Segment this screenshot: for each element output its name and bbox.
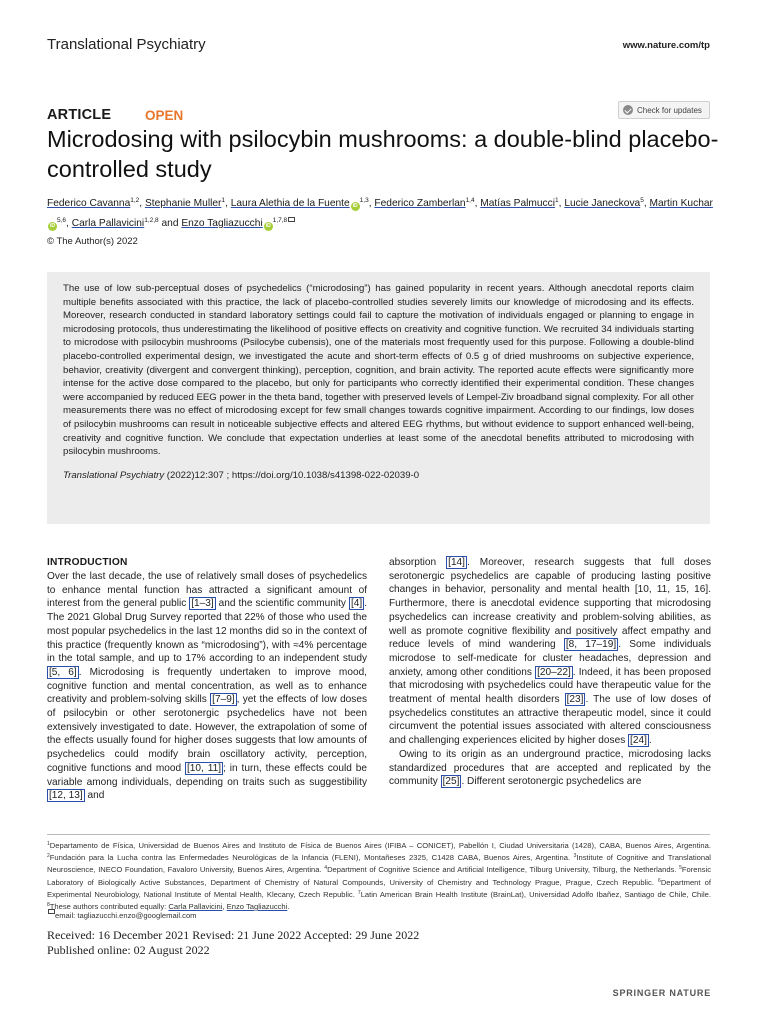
reference-link[interactable]: [8, 17–19] (565, 639, 617, 651)
author-affiliation-marker: 1 (555, 197, 559, 204)
copyright-notice: © The Author(s) 2022 (47, 236, 138, 247)
author-name-link[interactable]: Matías Palmucci (480, 198, 556, 209)
author-affiliation-marker: 1,3 (359, 197, 369, 204)
reference-link[interactable]: [7–9] (212, 694, 235, 706)
author-affiliation-marker: 5 (640, 197, 644, 204)
affiliation-number: 5 (679, 865, 682, 872)
received-revised-accepted: Received: 16 December 2021 Revised: 21 June 2022 Accepted: 29 June 2022 (47, 928, 420, 942)
check-for-updates-button[interactable] (618, 101, 710, 119)
mail-icon (48, 909, 55, 914)
check-updates-label: Check for updates (637, 105, 702, 115)
orcid-icon[interactable]: iD (50, 223, 55, 229)
author-name-link[interactable]: Stephanie Muller (144, 198, 222, 209)
introduction-heading: INTRODUCTION (47, 557, 128, 568)
paper-title: Microdosing with psilocybin mushrooms: a double-blind placebo-controlled study (47, 126, 719, 182)
affiliation-text: Forensic Laboratory of Biologically Active Substances, Department of Chemistry of Natural Compounds, University of Chemistry and Technology Prague, Prague, Czech Republic. (47, 865, 712, 887)
affiliation-text: Institute of Cognitive and Translational Neuroscience, INECO Foundation, Favaloro University, Buenos Aires, Argentina. (47, 853, 711, 875)
open-access-label: OPEN (145, 108, 184, 123)
affiliation-text: Department of Cognitive Science and Artificial Intelligence, Tilburg University, Tilburg, the Netherlands. (327, 865, 680, 875)
author-affiliation-marker: 5,6 (57, 217, 67, 224)
affiliation-number: 3 (573, 853, 577, 860)
author-name-link[interactable]: Federico Cavanna (47, 198, 131, 209)
email-text[interactable]: email: tagliazucchi.enzo@googlemail.com (55, 911, 197, 920)
introduction-paragraph: Owing to its origin as an underground practice, microdosing lacks standardized procedures that are accepted and replicated by the community [25] . Different serotonergic psychedelics are (389, 748, 711, 788)
footnote-divider (47, 834, 710, 835)
mail-icon[interactable] (288, 217, 295, 222)
author-name-link[interactable]: Lucie Janeckova (564, 198, 641, 209)
introduction-column-left: Over the last decade, the use of relatively small doses of psychedelics to enhance mental function has attracted a significant amount of interest from the general public [1–3] and the scientific community [4] . The 2021 Global Drug Survey reported that 22% of those who used the most popular psychedelics in the last 12 months did so in the context of this practice (frequently known as “microdosing”), with ≈4% percentage in the total sample, and up to 17% according to an independent study [5, 6] . Microdosing is frequently undertaken to improve mood, cognitive function and mental concentration, as well as to enhance creativity and problem-solving skills [7–9] , yet the effects of low doses of psilocybin or other serotonergic psychedelics have not been extensively investigated to date. However, the extrapolation of some of the effects usually found for higher doses suggests that low amounts of psychedelics could modify brain oscillatory activity, perception, cognitive functions and mood [10, 11] ; in turn, these effects could be variable among individuals, depending on traits such as suggestibility [12, 13] and (47, 571, 368, 802)
author-affiliation-marker: 1 (221, 197, 226, 204)
abstract-box (47, 272, 710, 524)
publication-dates (47, 928, 419, 958)
reference-link[interactable]: [23] (566, 694, 584, 706)
author-name-link[interactable]: Federico Zamberlan (374, 198, 466, 209)
journal-url-link[interactable]: www.nature.com/tp (622, 40, 710, 51)
abstract-text: The use of low sub-perceptual doses of psychedelics (“microdosing”) has gained popularity in recent years. Although anecdotal reports claim multiple benefits associated with this practice, the lack of placebo-controlled studies severely limits our knowledge of microdosing and its effects. Moreover, research conducted in standard laboratory settings could fail to capture the motivation of individuals engaged or planning to engage in microdosing protocols, thus underestimating the likelihood of positive effects on creativity and cognitive function. We recruited 34 individuals starting to microdose with psilocybin mushrooms (Psilocybe cubensis), one of the materials most frequently used for this purpose. Following a double-blind placebo-controlled experimental design, we investigated the acute and short-term effects of 0.5 g of dried mushrooms on subjective experience, behavior, creativity (divergent and convergent thinking), perception, cognition, and brain activity. The reported acute effects were significantly more intense for the active dose compared to the placebo, but only for participants who correctly identified their experimental condition. These changes were accompanied by reduced EEG power in the theta band, together with preserved levels of Lempel-Ziv broadband signal complexity. For all other measurements there was no effect of microdosing except for few small changes towards cognitive impairment. According to our findings, low doses of psilocybin mushrooms can result in noticeable subjective effects and altered EEG rhythms, but without evidence to support enhanced well-being, creativity and cognitive function. We conclude that expectation underlies at least some of the anecdotal benefits attributed to microdosing with psilocybin mushrooms. (63, 283, 694, 458)
introduction-column-right (389, 556, 711, 789)
citation-journal: Translational Psychiatry (63, 469, 165, 481)
citation-doi-link[interactable]: (2022)12:307 ; https://doi.org/10.1038/s41398-022-02039-0 (164, 469, 420, 481)
affiliation-number: 1 (47, 841, 50, 847)
author-name-link[interactable]: Laura Alethia de la Fuente (230, 198, 350, 209)
reference-link[interactable]: [4] (350, 598, 363, 610)
affiliation-number: 4 (324, 865, 328, 872)
author-list: Federico Cavanna$^{1,2}$, Stephanie Muller$^1$, Laura Alethia de la Fuente iD$^{1,3}$, Federico Zamberlan$^{1,4}$, Matías Palmucci$^1$, Lucie Janeckova$^5$, Martin KuchariD$^{5,6}$, Carla Pallavicini$^{1,2,8}$ and Enzo Tagliazucchi iD$^{1,7,8}$ (47, 197, 713, 229)
introduction-paragraph: absorption [14] . Moreover, research suggests that full doses serotonergic psychedelics are capable of producing lasting positive changes in behavior, personality and mental health [10, 11, 15, 16]. Furthermore, there is anecdotal evidence supporting that microdosing psychedelics can increase creativity and problem-solving abilities, as well as promote cognitive flexibility and positively affect empathy and reduce levels of mind wandering [8, 17–19] . Some individuals microdose to self-medicate for cluster headaches, depression and anxiety, among other conditions [20–22] . Indeed, it has been proposed that microdosing with psychedelics could have therapeutic value for the treatment of mental health disorders [23] . The use of low doses of psychedelics constitutes an attractive therapeutic model, since it could circumvent the potential issues associated with altered consciousness and challenging experiences elicited by higher doses [24] . (389, 557, 712, 747)
orcid-icon[interactable]: iD (265, 223, 271, 229)
correspondence-email[interactable] (47, 909, 197, 920)
affiliation-text: Latin American Brain Health Institute (BrainLat), Universidad Adolfo Ibañez, Santiago de Chile, Chile. (360, 889, 711, 899)
reference-link[interactable]: [25] (442, 776, 460, 788)
author-name-link[interactable]: Martin Kuchar (649, 198, 713, 209)
author-name-link[interactable]: Carla Pallavicini (71, 218, 145, 229)
affiliation-text: These authors contributed equally: (49, 902, 169, 912)
affiliation-text: Departamento de Física, Universidad de Buenos Aires and Instituto de Física de Buenos Aires (IFIBA – CONICET), Pabellón I, Ciudad Universitaria (1428), CABA, Buenos Aires, Argentina. (49, 841, 711, 850)
abstract-citation (63, 470, 694, 481)
journal-name: Translational Psychiatry (47, 36, 206, 53)
publisher-logo: SPRINGER NATURE (612, 988, 711, 998)
equal-contribution-author-link[interactable]: Enzo Tagliazucchi (226, 902, 288, 912)
reference-link[interactable]: [14] (448, 557, 465, 568)
published-online: Published online: 02 August 2022 (47, 943, 210, 957)
reference-link[interactable]: [12, 13] (49, 790, 83, 802)
affiliation-number: 6 (658, 877, 661, 884)
affiliation-text: Department of Experimental Neurobiology, National Institute of Mental Health, Klecany, Czech Republic. (47, 877, 711, 899)
equal-contribution-author-link[interactable]: Carla Pallavicini (168, 902, 223, 912)
orcid-icon[interactable]: iD (352, 203, 358, 209)
author-name-link[interactable]: Enzo Tagliazucchi (181, 218, 263, 229)
author-affiliation-marker: 1,7,8 (272, 217, 288, 224)
author-affiliation-marker: 1,2 (130, 197, 140, 204)
check-updates-icon (623, 105, 633, 115)
reference-link[interactable]: [5, 6] (49, 666, 77, 678)
affiliation-number: 2 (47, 853, 50, 860)
article-type-label: ARTICLE (47, 107, 112, 123)
reference-link[interactable]: [24] (630, 735, 647, 747)
affiliations: $^1$Departamento de Física, Universidad de Buenos Aires and Instituto de Física de Buenos Aires (IFIBA – CONICET), Pabellón I, Ciudad Universitaria (1428), CABA, Buenos Aires, Argentina. $^2$Fundación para la Lucha contra las Enfermedades Neurológicas de la Infancia (FLENI), Montañeses 2325, C1428 CABA, Buenos Aires, Argentina. $^3$Institute of Cognitive and Translational Neuroscience, INECO Foundation, Favaloro University, Buenos Aires, Argentina. $^4$Department of Cognitive Science and Artificial Intelligence, Tilburg University, Tilburg, the Netherlands. $^5$Forensic Laboratory of Biologically Active Substances, Department of Chemistry of Natural Compounds, University of Chemistry and Technology Prague, Prague, Czech Republic. $^6$Department of Experimental Neurobiology, National Institute of Mental Health, Klecany, Czech Republic. $^7$Latin American Brain Health Institute (BrainLat), Universidad Adolfo Ibañez, Santiago de Chile, Chile. $^8$These authors contributed equally: Carla Pallavicini, Enzo Tagliazucchi. (47, 841, 712, 912)
affiliation-text: Fundación para la Lucha contra las Enfermedades Neurológicas de la Infancia (FLENI), Montañeses 2325, C1428 CABA, Buenos Aires, Argentina. (49, 853, 574, 863)
affiliation-number: 7 (357, 889, 361, 896)
reference-link[interactable]: [1–3] (191, 598, 214, 610)
reference-link[interactable]: [20–22] (537, 666, 571, 678)
affiliation-number: 8 (47, 902, 50, 909)
author-affiliation-marker: 1,2,8 (144, 217, 159, 224)
author-affiliation-marker: 1,4 (465, 197, 475, 204)
reference-link[interactable]: [10, 11] (187, 762, 222, 774)
